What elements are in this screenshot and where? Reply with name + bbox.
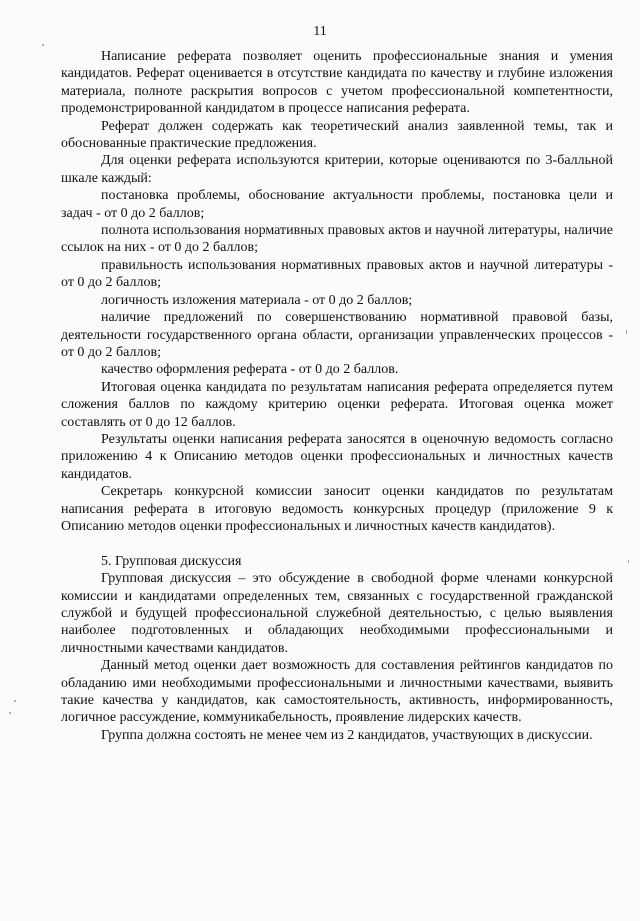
criterion-item: логичность изложения материала - от 0 до 2 баллов; <box>101 292 413 308</box>
section-spacer <box>61 535 613 552</box>
criterion-item: наличие предложений по совершенствованию нормативной правовой базы, деятельности государственного органа области, организации управленческих процессов - от 0 до 2 баллов; <box>61 310 613 360</box>
paragraph-final-score: Итоговая оценка кандидата по результатам написания реферата определяется путем сложения баллов по каждому критерию оценки реферата. Итоговая оценка может составлять от 0 до 12 баллов. <box>61 379 613 430</box>
paragraph-criteria-intro: Для оценки реферата используются критерии, которые оцениваются по 3-балльной шкале каждый: <box>61 153 613 186</box>
scan-speck <box>14 700 16 702</box>
paragraph-group-size: Группа должна состоять не менее чем из 2 кандидатов, участвующих в дискуссии. <box>101 727 593 743</box>
section-heading: 5. Групповая дискуссия <box>101 553 242 569</box>
paragraph-secretary: Секретарь конкурсной комиссии заносит оценки кандидатов по результатам написания реферата в итоговую ведомость конкурсных процедур (приложение 9 к Описанию методов оценки профессиональных и личностных качеств кандидатов). <box>61 484 613 534</box>
scan-speck <box>628 560 629 563</box>
paragraph-essay-assessment: Написание реферата позволяет оценить профессиональные знания и умения кандидатов. Реферат оценивается в отсутствие кандидата по качеству и глубине изложения материала, полноте раскрытия вопросов с учетом профессиональной компетентности, продемонстрированной кандидатом в процессе написания реферата. <box>61 49 613 117</box>
criterion-item: правильность использования нормативных правовых актов и научной литературы - от 0 до 2 баллов; <box>61 257 613 291</box>
paragraph-discussion-method: Данный метод оценки дает возможность для составления рейтингов кандидатов по обладанию ими необходимыми профессиональными и личностными качествами, выявить такие качества у кандидатов, как самостоятельность, активность, информированность, логичное рассуждение, коммуникабельность, проявление лидерских качеств. <box>61 658 613 726</box>
paragraph-essay-content: Реферат должен содержать как теоретический анализ заявленной темы, так и обоснованные практические предложения. <box>61 118 613 152</box>
document-body <box>61 48 613 744</box>
scan-speck <box>9 712 11 714</box>
paragraph-results-record: Результаты оценки написания реферата заносятся в оценочную ведомость согласно приложению 4 к Описанию методов оценки профессиональных и личностных качеств кандидатов. <box>61 431 613 482</box>
criterion-item: качество оформления реферата - от 0 до 2 баллов. <box>101 362 399 378</box>
scan-speck <box>626 330 627 334</box>
criterion-item: постановка проблемы, обоснование актуальности проблемы, постановка цели и задач - от 0 до 2 баллов; <box>61 188 613 221</box>
page-number: 11 <box>313 24 327 39</box>
scan-speck <box>42 44 44 46</box>
paragraph-discussion-definition: Групповая дискуссия – это обсуждение в свободной форме членами конкурсной комиссии и кандидатами определенных тем, связанных с государственной гражданской службой и будущей профессиональной служебной деятельностью, с целью выявления наиболее подготовленных и обладающих необходимыми профессиональными и личностными качествами кандидатов. <box>61 571 613 656</box>
criterion-item: полнота использования нормативных правовых актов и научной литературы, наличие ссылок на них - от 0 до 2 баллов; <box>61 223 613 256</box>
